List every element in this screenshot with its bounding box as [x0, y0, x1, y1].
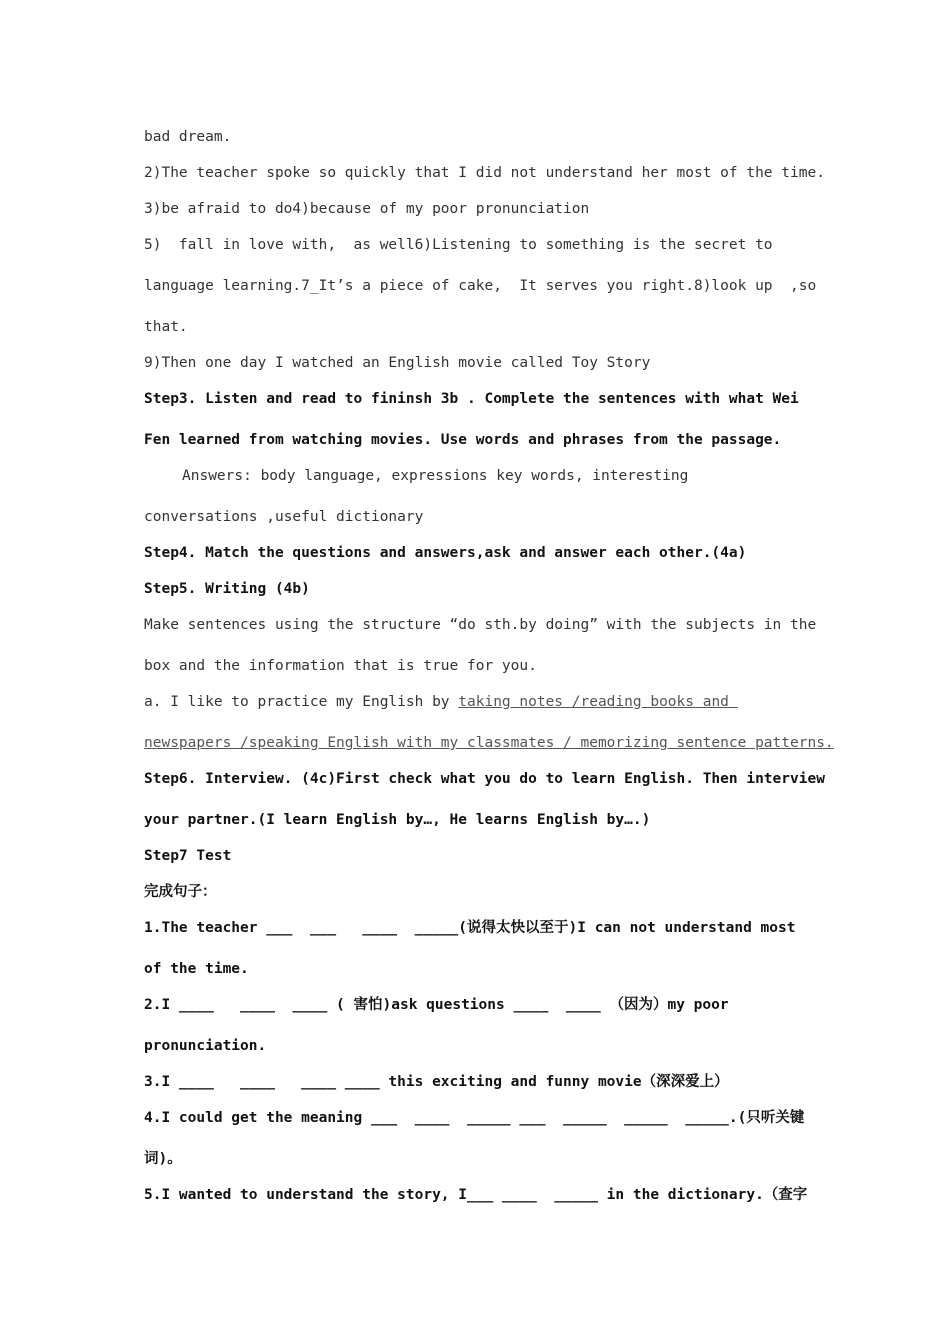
- text-line: 2)The teacher spoke so quickly that I did not understand her most of the time.: [144, 165, 825, 181]
- text-line: box and the information that is true for you.: [144, 658, 537, 674]
- test-item: 3.I ____ ____ ____ ____ this exciting and funny movie（深深爱上）: [144, 1074, 729, 1090]
- step-heading: Step6. Interview. (4c)First check what you do to learn English. Then interview: [144, 771, 825, 787]
- text-line: 5) fall in love with, as well6)Listening to something is the secret to: [144, 237, 773, 253]
- text-line: Make sentences using the structure “do sth.by doing” with the subjects in the: [144, 617, 817, 633]
- test-item: 2.I ____ ____ ____ ( 害怕)ask questions ____ ____ （因为）my poor: [144, 997, 729, 1013]
- text-line: language learning.7_It’s a piece of cake, It serves you right.8)look up ,so: [144, 278, 817, 294]
- step-heading: your partner.(I learn English by…, He learns English by….): [144, 812, 651, 828]
- test-item: pronunciation.: [144, 1038, 267, 1054]
- text-line: 9)Then one day I watched an English movie called Toy Story: [144, 355, 651, 371]
- test-item: 1.The teacher ___ ___ ____ _____(说得太快以至于)I can not understand most: [144, 920, 796, 936]
- test-item: 4.I could get the meaning ___ ____ _____ ___ _____ _____ _____.(只听关键: [144, 1110, 805, 1126]
- test-item: 5.I wanted to understand the story, I___ ____ _____ in the dictionary.（查字: [144, 1187, 808, 1203]
- step-heading: Step5. Writing (4b): [144, 581, 310, 597]
- test-item: 词)。: [144, 1151, 182, 1167]
- section-heading: 完成句子：: [144, 884, 217, 900]
- text-line: that.: [144, 319, 188, 335]
- step-heading: Fen learned from watching movies. Use words and phrases from the passage.: [144, 432, 782, 448]
- answers-line: Answers: body language, expressions key words, interesting: [182, 468, 689, 484]
- step-heading: Step4. Match the questions and answers,ask and answer each other.(4a): [144, 545, 747, 561]
- text-line: [144, 693, 738, 711]
- example-answer: taking notes /reading books and: [458, 694, 738, 710]
- answers-line: conversations ,useful dictionary: [144, 509, 424, 525]
- step-heading: Step7 Test: [144, 848, 232, 864]
- text-line: 3)be afraid to do4)because of my poor pronunciation: [144, 201, 590, 217]
- text-line: bad dream.: [144, 129, 232, 145]
- example-prefix: a. I like to practice my English by: [144, 694, 459, 710]
- test-item: of the time.: [144, 961, 249, 977]
- step-heading: Step3. Listen and read to fininsh 3b . Complete the sentences with what Wei: [144, 391, 799, 407]
- example-answer: newspapers /speaking English with my classmates / memorizing sentence patterns.: [144, 735, 834, 751]
